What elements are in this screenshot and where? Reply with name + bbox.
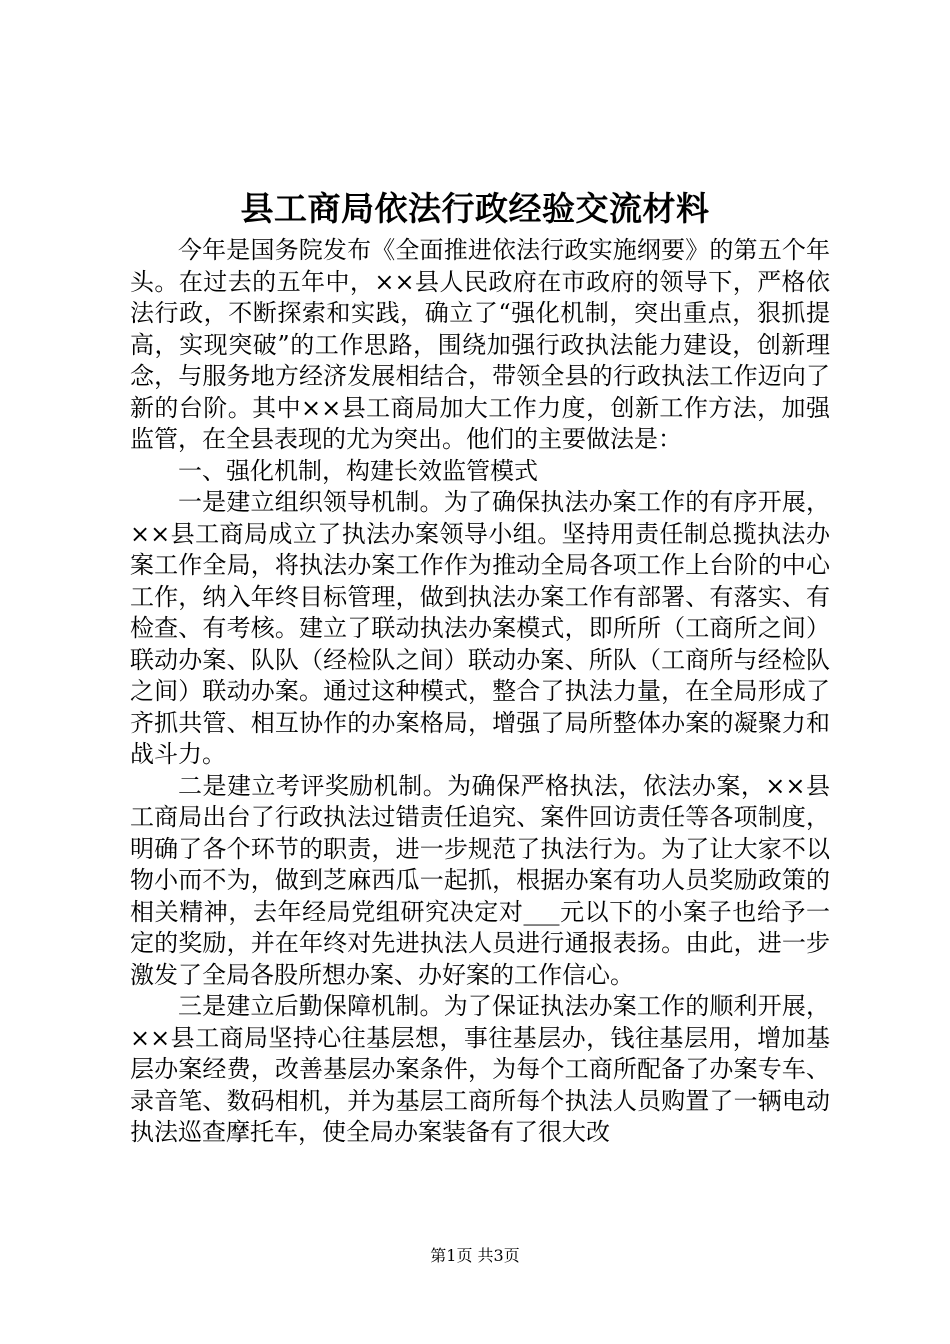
page-footer: 第1页 共3页 [430,1246,520,1265]
paragraph-evaluation-reward-mechanism: 二是建立考评奖励机制。为确保严格执法，依法办案，××县工商局出台了行政执法过错责任追究、案件回访责任等各项制度，明确了各个环节的职责，进一步规范了执法行为。为了让大家不以物小而不为，做到芝麻西瓜一起抓，根据办案有功人员奖励政策的相关精神，去年经局党组研究决定对___元以下的小案子也给予一定的奖励，并在年终对先进执法人员进行通报表扬。由此，进一步激发了全局各股所想办案、办好案的工作信心。 [130,771,830,989]
paragraph-organization-mechanism: 一是建立组织领导机制。为了确保执法办案工作的有序开展，××县工商局成立了执法办案领导小组。坚持用责任制总揽执法办案工作全局，将执法办案工作作为推动全局各项工作上台阶的中心工作，纳入年终目标管理，做到执法办案工作有部署、有落实、有检查、有考核。建立了联动执法办案模式，即所所（工商所之间）联动办案、队队（经检队之间）联动办案、所队（工商所与经检队之间）联动办案。通过这种模式，整合了执法力量，在全局形成了齐抓共管、相互协作的办案格局，增强了局所整体办案的凝聚力和战斗力。 [130,488,830,768]
paragraph-intro: 今年是国务院发布《全面推进依法行政实施纲要》的第五个年头。在过去的五年中，××县人民政府在市政府的领导下，严格依法行政，不断探索和实践，确立了“强化机制，突出重点，狠抓提高，实现突破”的工作思路，围绕加强行政执法能力建设，创新理念，与服务地方经济发展相结合，带领全县的行政执法工作迈向了新的台阶。其中××县工商局加大工作力度，创新工作方法，加强监管，在全县表现的尤为突出。他们的主要做法是： [130,236,830,453]
document-body [130,235,830,1149]
paragraph-logistics-mechanism: 三是建立后勤保障机制。为了保证执法办案工作的顺利开展，××县工商局坚持心往基层想，事往基层办，钱往基层用，增加基层办案经费，改善基层办案条件，为每个工商所配备了办案专车、录音笔、数码相机，并为基层工商所每个执法人员购置了一辆电动执法巡查摩托车，使全局办案装备有了很大改 [130,992,830,1146]
document-title: 县工商局依法行政经验交流材料 [240,189,710,228]
section-heading-1: 一、强化机制，构建长效监管模式 [178,456,538,485]
